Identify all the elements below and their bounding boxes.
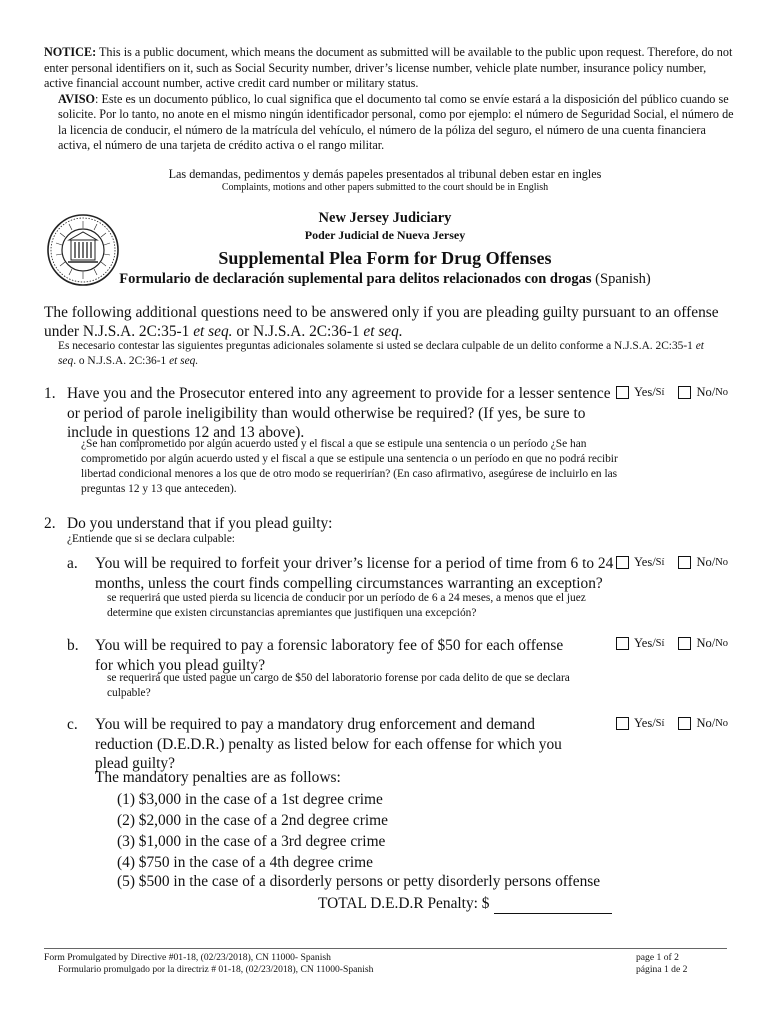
footer-page [636,952,687,976]
page-number-en: page 1 of 2 [636,952,679,963]
yes-label-es: Sí [655,718,665,729]
question-text: You will be required to pay a mandatory drug enforcement and demand reduction (D.E.D.R.) penalty as listed below for each offense for which you plead guilty? [95,716,562,772]
penalty-item: (4) $750 in the case of a 4th degree crime [117,854,373,871]
sub-letter: c. [67,716,78,733]
sub-letter: a. [67,555,78,572]
notice-text: This is a public document, which means the document as submitted will be available to the public upon request. Therefore, do not enter personal identifiers on it, such as Social Security number, driver’s license number, vehicle plate number, insurance policy number, active financial account number, active credit card number or military status. [44,45,733,90]
penalties-heading: The mandatory penalties are as follows: [95,769,341,786]
question-1-es: ¿Se han comprometido por algún acuerdo usted y el fiscal a que se estipule una sentencia o un período ¿Se han comprometido por algún acuerdo usted y el fiscal a que se estipule una sentencia o un período en que no podrá recibir libertad condicional menores a los que de otro modo se requerirían? (En caso afirmativo, asegúrese de incluirlo en las preguntas 12 y 13 que anteceden). [81,438,618,495]
question-text: You will be required to forfeit your driver’s license for a period of time from 6 to 24 months, unless the court finds compelling circumstances warranting an exception? [95,555,614,592]
question-text: Have you and the Prosecutor entered into any agreement to provide for a lesser sentence or period of parole ineligibility than would otherwise be required? (If yes, be sure to include in questions 12 and 13 above). [67,385,611,441]
no-checkbox[interactable] [678,717,691,730]
form-title: Supplemental Plea Form for Drug Offenses [218,248,552,268]
question-2-es: ¿Entiende que si se declara culpable: [67,533,235,545]
intro-es-italic: et seq. [169,355,199,367]
yes-checkbox[interactable] [616,386,629,399]
page-number-es: página 1 de 2 [636,964,688,975]
total-penalty-label: TOTAL D.E.D.R Penalty: $ [318,895,490,912]
question-text: You will be required to pay a forensic laboratory fee of $50 for each offense for which you plead guilty? [95,637,564,674]
no-label: No/ [696,555,716,569]
question-1-answer [616,385,728,400]
yes-label: Yes/ [634,385,656,399]
penalty-item: (3) $1,000 in the case of a 3rd degree crime [117,833,386,850]
intro-text-part: The following additional questions need to be answered only if you are pleading guilty pursuant to an offense under N.J.S.A. 2C:35-1 [44,304,719,340]
no-checkbox[interactable] [678,556,691,569]
notice-label: NOTICE: [44,45,97,59]
intro-text [44,303,734,341]
footer-left [44,952,373,976]
question-2a-answer [616,555,728,570]
footer-divider [44,948,727,949]
footer-form-es: Formulario promulgado por la directriz # 01-18, (02/23/2018), CN 11000-Spanish [58,964,374,975]
yes-label: Yes/ [634,636,656,650]
yes-label-es: Sí [655,387,665,398]
public-notice [44,45,734,154]
sub-letter: b. [67,637,79,654]
aviso-text: : Este es un documento público, lo cual significa que el documento tal como se envíe estará a la disposición del público cuando se solicite. Por lo tanto, no anote en el mismo ningún identificador personal, como por ejemplo: el número de Seguridad Social, el número de la licencia de conducir, el número de la matrícula del vehículo, el número de la póliza del seguro, el número de una cuenta financiera activa, el número de una tarjeta de crédito activa o el rango militar. [58,91,734,152]
intro-es-part: Es necesario contestar las siguientes preguntas adicionales solamente si usted se declara culpable de un delito conforme a N.J.S.A. 2C:35-1 [58,340,696,352]
no-checkbox[interactable] [678,637,691,650]
penalty-item: (1) $3,000 in the case of a 1st degree crime [117,791,383,808]
aviso-label: AVISO [58,91,96,106]
no-label: No/ [696,636,716,650]
question-number: 2. [44,515,56,532]
no-checkbox[interactable] [678,386,691,399]
intro-text-es [58,339,718,369]
yes-checkbox[interactable] [616,717,629,730]
question-2b-es: se requerirá que usted pague un cargo de $50 del laboratorio forense por cada delito de que se declara culpable? [107,672,570,699]
yes-label-es: Sí [655,557,665,568]
penalty-item: (2) $2,000 in the case of a 2nd degree crime [117,812,388,829]
yes-checkbox[interactable] [616,556,629,569]
language-note-en: Complaints, motions and other papers submitted to the court should be in English [221,182,549,193]
intro-es-part: . o N.J.S.A. 2C:36-1 [73,355,170,367]
org-name: New Jersey Judiciary [318,210,452,226]
no-label: No/ [696,385,716,399]
yes-label-es: Sí [655,638,665,649]
form-subtitle [0,271,770,288]
yes-label: Yes/ [634,555,656,569]
form-subtitle-lang: (Spanish) [595,271,651,287]
no-label-es: No [715,638,729,649]
yes-checkbox[interactable] [616,637,629,650]
intro-es-italic: et seq [58,340,704,367]
language-note-es: Las demandas, pedimentos y demás papeles presentados al tribunal deben estar en ingles [168,167,602,181]
question-text: Do you understand that if you plead guilty: [67,515,333,532]
yes-label: Yes/ [634,716,656,730]
no-label-es: No [715,557,729,568]
penalty-item: (5) $500 in the case of a disorderly persons or petty disorderly persons offense [117,873,601,890]
question-2c-answer [616,716,728,731]
footer-form-en: Form Promulgated by Directive #01-18, (02/23/2018), CN 11000- Spanish [44,952,331,963]
intro-text-part: or N.J.S.A. 2C:36-1 [232,323,364,340]
org-name-es: Poder Judicial de Nueva Jersey [304,228,466,242]
no-label-es: No [715,718,729,729]
no-label: No/ [696,716,716,730]
form-subtitle-es: Formulario de declaración suplemental para delitos relacionados con drogas [119,271,592,287]
intro-italic: et seq. [363,323,403,340]
question-number: 1. [44,385,56,402]
no-label-es: No [715,387,729,398]
question-2b-answer [616,636,728,651]
total-penalty-field[interactable] [494,895,612,914]
intro-italic: et seq. [193,323,233,340]
question-2a-es: se requerirá que usted pierda su licencia de conducir por un período de 6 a 24 meses, a menos que el juez determine que existen circunstancias apremiantes que justifiquen una excepción? [107,592,586,619]
total-penalty [318,893,612,914]
